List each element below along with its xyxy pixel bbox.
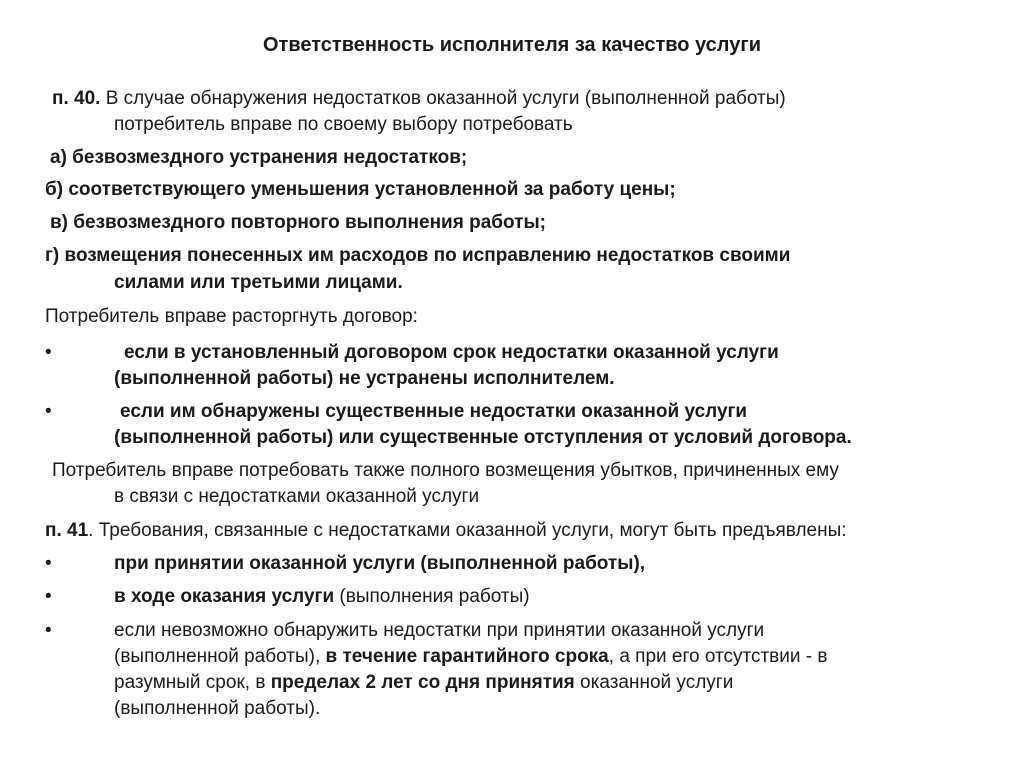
bullet-icon: • — [45, 553, 52, 574]
p41-label: п. 41 — [45, 520, 89, 541]
option-v: в) безвозмездного повторного выполнения работы; — [50, 212, 547, 233]
terminate-bullet-2-line-2: (выполненной работы) или существенные отступления от условий договора. — [114, 427, 852, 448]
bullet-icon: • — [45, 401, 52, 422]
damages-line-2: в связи с недостатками оказанной услуги — [114, 486, 480, 507]
p41-bullet-3-line-1: если невозможно обнаружить недостатки при принятии оказанной услуги — [114, 620, 765, 641]
p41-bullet-2 — [114, 584, 530, 609]
p41-bullet-3-line-4: (выполненной работы). — [114, 698, 321, 719]
terminate-bullet-2-line-1: если им обнаружены существенные недостатки оказанной услуги — [120, 401, 748, 422]
p41-b3-l2-c: , а при его отсутствии - в — [608, 646, 828, 667]
terminate-bullet-1-line-1: если в установленный договором срок недостатки оказанной услуги — [124, 342, 779, 363]
p41-bullet-1: при принятии оказанной услуги (выполненной работы), — [114, 553, 646, 574]
option-b: б) соответствующего уменьшения установленной за работу цены; — [45, 179, 676, 200]
damages-line-1: Потребитель вправе потребовать также полного возмещения убытков, причиненных ему — [52, 460, 839, 481]
p41-bullet-2-bold: в ходе оказания услуги — [114, 586, 335, 607]
p41-b3-l2-a: (выполненной работы), — [114, 646, 326, 667]
page-title: Ответственность исполнителя за качество услуги — [263, 34, 761, 56]
option-g-line-1: г) возмещения понесенных им расходов по исправлению недостатков своими — [45, 245, 791, 266]
terminate-bullet-1-line-2: (выполненной работы) не устранены исполнителем. — [114, 368, 615, 389]
terminate-intro: Потребитель вправе расторгнуть договор: — [45, 306, 418, 327]
bullet-icon: • — [45, 620, 52, 641]
option-a: а) безвозмездного устранения недостатков; — [50, 147, 468, 168]
p40-label: п. 40. — [52, 88, 101, 109]
p41-b3-l2-bold: в течение гарантийного срока — [325, 646, 609, 667]
p41-line — [45, 518, 847, 543]
p40-text-1: В случае обнаружения недостатков оказанной услуги (выполненной работы) — [100, 88, 786, 109]
p41-b3-l3-a: разумный срок, в — [114, 672, 271, 693]
p41-text: . Требования, связанные с недостатками оказанной услуги, могут быть предъявлены: — [88, 520, 847, 541]
p41-b3-l3-bold: пределах 2 лет со дня принятия — [270, 672, 575, 693]
p40-line-2: потребитель вправе по своему выбору потребовать — [114, 114, 573, 135]
p41-b3-l3-c: оказанной услуги — [574, 672, 734, 693]
p40-line-1 — [52, 86, 786, 111]
p41-bullet-3-line-3 — [114, 670, 733, 695]
bullet-icon: • — [45, 586, 52, 607]
bullet-icon: • — [45, 342, 52, 363]
p41-bullet-3-line-2 — [114, 644, 827, 669]
p41-bullet-2-rest: (выполнения работы) — [334, 586, 530, 607]
option-g-line-2: силами или третьими лицами. — [114, 272, 403, 293]
